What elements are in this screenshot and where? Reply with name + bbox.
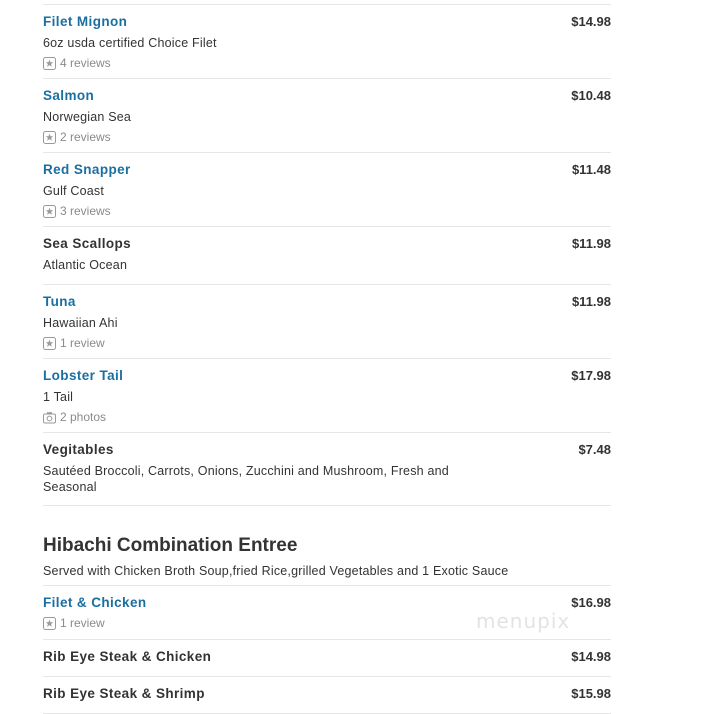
reviews-link[interactable] — [43, 130, 611, 144]
star-icon — [43, 131, 56, 144]
menu-list — [43, 0, 611, 714]
item-description: 1 Tail — [43, 390, 74, 404]
item-description: 6oz usda certified Choice Filet — [43, 36, 217, 50]
menu-items-group — [43, 5, 611, 506]
camera-icon — [43, 411, 56, 424]
meta-label: 2 photos — [60, 410, 107, 424]
menu-item-rib-eye-steak-and-chicken — [43, 640, 611, 677]
item-name[interactable]: Filet Mignon — [43, 14, 128, 29]
reviews-link[interactable] — [43, 336, 611, 350]
photos-link[interactable] — [43, 410, 611, 424]
menu-item-vegitables — [43, 433, 611, 506]
menu-item-red-snapper — [43, 153, 611, 227]
menu-item-lobster-tail — [43, 359, 611, 433]
meta-label: 4 reviews — [60, 56, 111, 70]
menu-item-tuna — [43, 285, 611, 359]
item-price: $10.48 — [571, 88, 611, 103]
menu-item-rib-eye-steak-and-shrimp — [43, 677, 611, 714]
item-name[interactable]: Filet & Chicken — [43, 595, 147, 610]
item-price: $16.98 — [571, 595, 611, 610]
item-name: Rib Eye Steak & Shrimp — [43, 686, 205, 701]
item-description: Atlantic Ocean — [43, 258, 128, 272]
meta-label: 1 review — [60, 336, 105, 350]
item-name[interactable]: Salmon — [43, 88, 95, 103]
item-price: $11.98 — [571, 236, 611, 251]
item-price: $14.98 — [571, 14, 611, 29]
star-icon — [43, 57, 56, 70]
menu-item-filet-mignon — [43, 5, 611, 79]
section-subtitle: Served with Chicken Broth Soup,fried Rice,grilled Vegetables and 1 Exotic Sauce — [43, 563, 611, 586]
item-name: Rib Eye Steak & Chicken — [43, 649, 212, 664]
reviews-link[interactable] — [43, 56, 611, 70]
combination-items-group — [43, 586, 611, 714]
item-price: $7.48 — [578, 442, 611, 457]
item-description: Gulf Coast — [43, 184, 105, 198]
star-icon — [43, 617, 56, 630]
meta-label: 2 reviews — [60, 130, 111, 144]
meta-label: 3 reviews — [60, 204, 111, 218]
menu-item-salmon — [43, 79, 611, 153]
item-price: $11.98 — [571, 294, 611, 309]
item-name[interactable]: Red Snapper — [43, 162, 131, 177]
star-icon — [43, 205, 56, 218]
star-icon — [43, 337, 56, 350]
item-name: Vegitables — [43, 442, 114, 457]
item-price: $15.98 — [571, 686, 611, 701]
section-title: Hibachi Combination Entree — [43, 535, 298, 556]
item-price: $17.98 — [571, 368, 611, 383]
reviews-link[interactable] — [43, 204, 611, 218]
item-price: $11.48 — [571, 162, 611, 177]
item-name: Sea Scallops — [43, 236, 132, 251]
item-description: Sautéed Broccoli, Carrots, Onions, Zucchini and Mushroom, Fresh and Seasonal — [43, 464, 449, 494]
item-description: Norwegian Sea — [43, 110, 132, 124]
menupix-watermark: menupix — [476, 609, 571, 633]
item-description: Hawaiian Ahi — [43, 316, 118, 330]
meta-label: 1 review — [60, 616, 105, 630]
item-name[interactable]: Tuna — [43, 294, 76, 309]
item-price: $14.98 — [571, 649, 611, 664]
menu-item-sea-scallops — [43, 227, 611, 285]
item-name[interactable]: Lobster Tail — [43, 368, 124, 383]
